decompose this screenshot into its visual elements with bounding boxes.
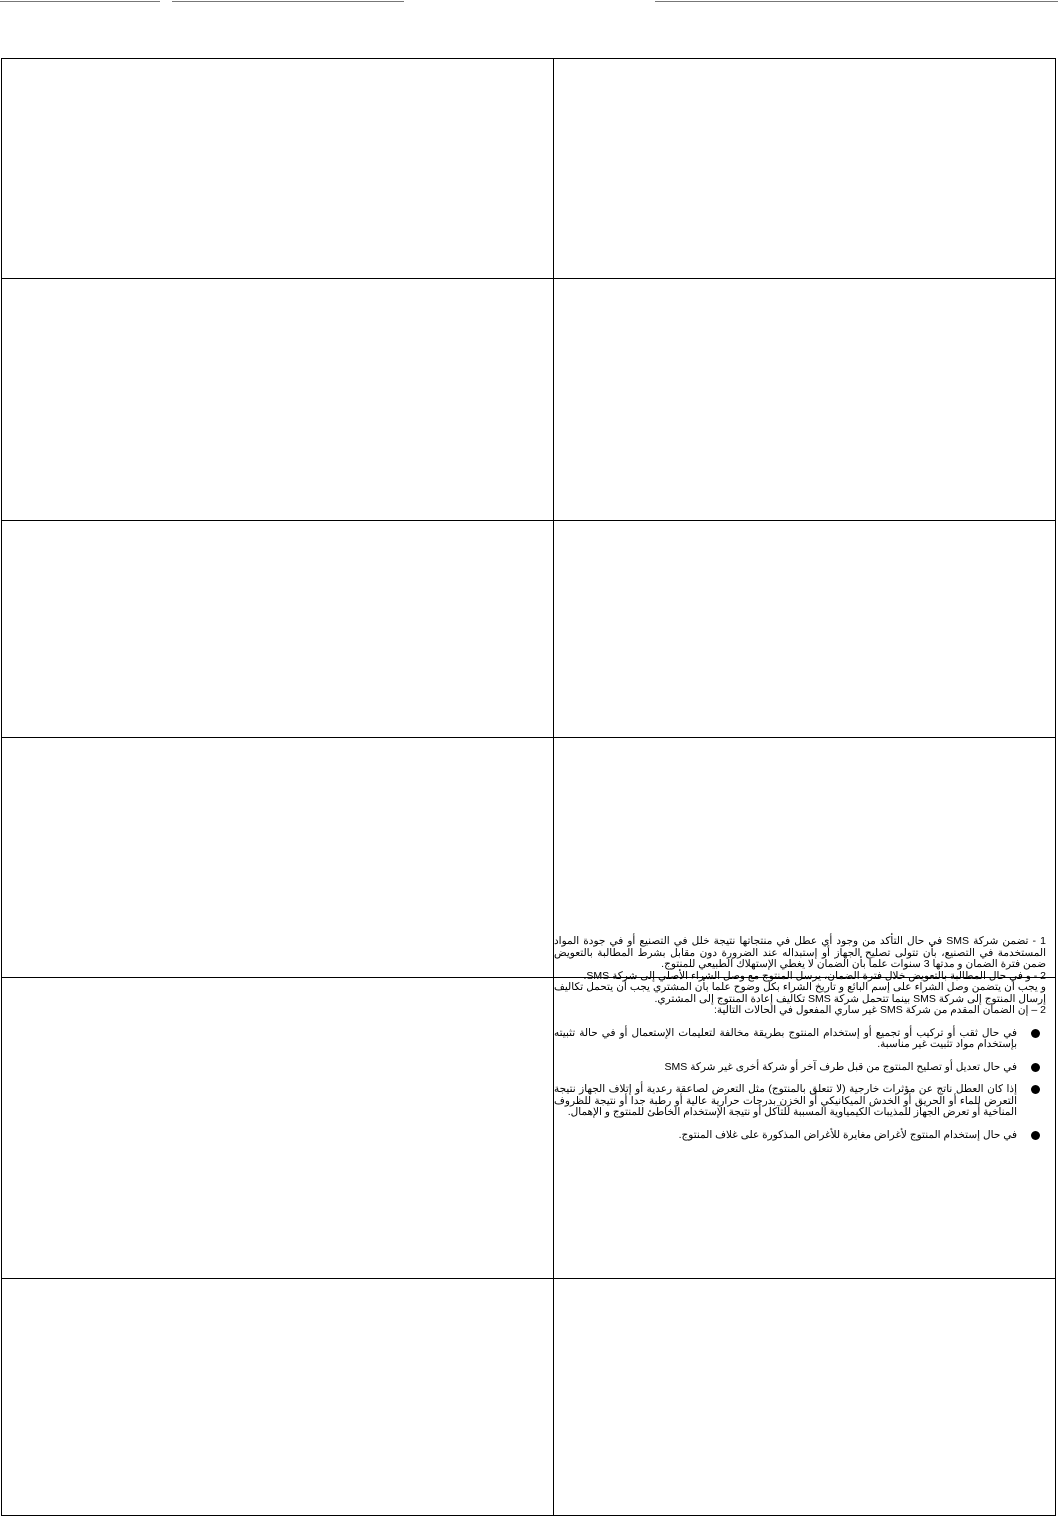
- bullet-icon: [1031, 1029, 1040, 1038]
- exclusion-text: إذا كان العطل ناتج عن مؤثرات خارجية (لا تتعلق بالمنتوج) مثل التعرض لصاعقة رعدية أو إتلاف الجهاز نتيجة التعرض للماء أو الحريق أو الخدش الميكانيكي أو الخزن بدرجات حرارية عالية أو رطبة جدا أو نتيجة للظروف المناخية أو تعرض الجهاز للمذيبات الكيمياوية المسببة للتآكل أو نتيجة الإستخدام الخاطئ للمنتوج و الإهمال.: [554, 1083, 1017, 1118]
- warranty-clause-1: 1 - تضمن شركة SMS في حال التأكد من وجود أي عطل في منتجاتها نتيجة خلل في التصنيع أو في جودة المواد المستخدمة في التصنيع، بأن تتولى تصليح الجهاز أو إستبداله عند الضرورة دون مقابل بشرط المطالبة بالتعويض ضمن فترة الضمان و مدتها 3 سنوات علما بأن الضمان لا يغطي الإستهلاك الطبيعي للمنتوج.: [554, 935, 1046, 970]
- warranty-clause-2b: و يجب أن يتضمن وصل الشراء على إسم البائع و تاريخ الشراء بكل وضوح علما بأن المشتري يجب أن يتحمل تكاليف إرسال المنتوج إلى شركة SMS بينما تتحمل شركة SMS تكاليف إعادة المنتوج إلى المشتري.: [554, 981, 1046, 1005]
- row-divider: [2, 278, 1055, 279]
- exclusion-text: في حال ثقب أو تركيب أو تجميع أو إستخدام المنتوج بطريقة مخالفة لتعليمات الإستعمال أو في حالة تثبيته بإستخدام مواد تثبيت غير مناسبة.: [554, 1026, 1017, 1050]
- header-rule-right: [655, 1, 1058, 2]
- row-divider: [2, 520, 1055, 521]
- warranty-clause-3: 2 – إن الضمان المقدم من شركة SMS غير ساري المفعول في الحالات التالية:: [713, 1004, 1046, 1016]
- exclusion-item: [554, 1130, 1046, 1142]
- header-rule-left-2: [172, 1, 404, 2]
- bullet-icon: [1031, 1085, 1040, 1094]
- exclusion-text: في حال تعديل أو تصليح المنتوج من قبل طرف آخر أو شركة أخرى غير شركة SMS: [664, 1060, 1017, 1073]
- row-divider: [2, 1278, 1055, 1279]
- warranty-text: [554, 936, 1046, 1266]
- row-divider: [2, 737, 1055, 738]
- header-rule-left: [0, 1, 160, 2]
- warranty-clause-2: 2 - و في حال المطالبة بالتعويض خلال فترة الضمان، يرسل المنتوج مع وصل الشراء الأصلي إلى شركة SMS.: [583, 969, 1046, 982]
- exclusion-item: [554, 1084, 1046, 1119]
- exclusion-item: [554, 1062, 1046, 1074]
- bullet-icon: [1031, 1063, 1040, 1072]
- exclusion-item: [554, 1028, 1046, 1051]
- exclusion-text: في حال إستخدام المنتوج لأغراض مغايرة للأغراض المذكورة على غلاف المنتوج.: [678, 1128, 1017, 1141]
- bullet-icon: [1031, 1131, 1040, 1140]
- document-table: [1, 58, 1056, 1516]
